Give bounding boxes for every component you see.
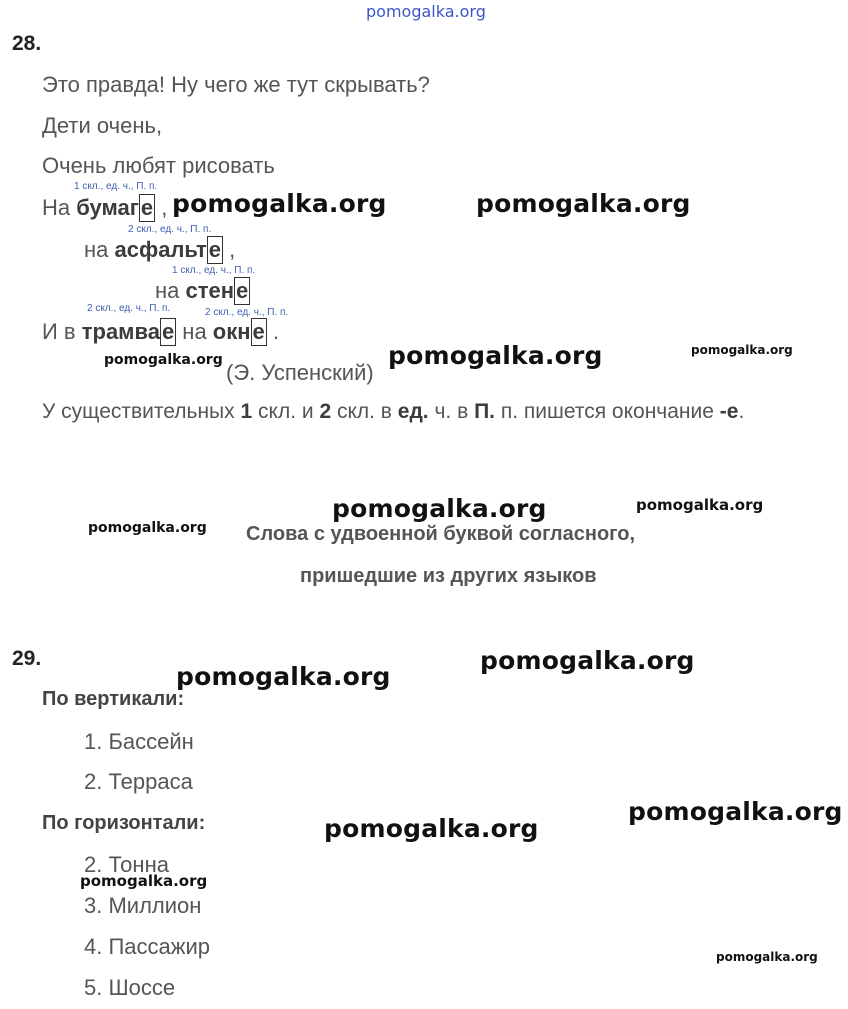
word-tramva: трамва	[81, 319, 160, 344]
rule-part-h: П.	[474, 400, 496, 423]
line7-suffix: .	[266, 319, 280, 344]
section-heading-line-2: пришедшие из других языков	[300, 565, 597, 587]
rule-part-d: 2	[319, 400, 332, 423]
poem-author: (Э. Успенский)	[226, 360, 374, 385]
word-asfalt: асфальт	[114, 237, 207, 262]
rule-part-b: 1	[240, 400, 253, 423]
ending-box-2: е	[208, 237, 222, 262]
watermark: pomogalka.org	[332, 494, 547, 523]
vertical-label: По вертикали:	[42, 688, 185, 710]
rule-part-j: -е	[719, 400, 739, 423]
poem-line-5	[84, 236, 235, 264]
watermark: pomogalka.org	[691, 343, 793, 357]
rule-part-i: п. пишется окончание	[495, 400, 720, 423]
watermark-top: pomogalka.org	[366, 2, 486, 21]
watermark: pomogalka.org	[628, 797, 843, 826]
watermark: pomogalka.org	[716, 950, 818, 964]
horizontal-item: 3. Миллион	[84, 893, 202, 918]
watermark: pomogalka.org	[172, 189, 387, 218]
poem-line-4	[42, 194, 167, 222]
poem-line-1: Это правда! Ну чего же тут скрывать?	[42, 72, 430, 97]
watermark: pomogalka.org	[636, 496, 764, 514]
exercise-29-number: 29.	[12, 647, 42, 670]
line5-suffix: ,	[223, 237, 236, 262]
ending-box-4: е	[161, 319, 175, 344]
line5-prefix: на	[84, 237, 115, 262]
line4-suffix: ,	[155, 195, 168, 220]
poem-line-7	[42, 318, 279, 346]
horizontal-label: По горизонтали:	[42, 812, 206, 834]
line7-middle: на	[176, 319, 213, 344]
rule-part-g: ч. в	[428, 400, 475, 423]
watermark: pomogalka.org	[80, 872, 208, 890]
ending-box-5: е	[252, 319, 265, 344]
word-bumag: бумаг	[76, 195, 139, 220]
watermark: pomogalka.org	[388, 341, 603, 370]
grammar-note-2: 2 скл., ед. ч., П. п.	[128, 224, 212, 235]
grammar-note-5: 2 скл., ед. ч., П. п.	[205, 307, 289, 318]
horizontal-item: 5. Шоссе	[84, 975, 176, 1000]
grammar-note-1: 1 скл., ед. ч., П. п.	[74, 181, 158, 192]
poem-line-3: Очень любят рисовать	[42, 153, 275, 178]
watermark: pomogalka.org	[476, 189, 691, 218]
rule-part-k: .	[738, 400, 745, 423]
rule-sentence	[42, 400, 744, 424]
watermark: pomogalka.org	[480, 646, 695, 675]
exercise-28-number: 28.	[12, 32, 42, 55]
line7-prefix: И в	[42, 319, 82, 344]
horizontal-item: 2. Тонна	[84, 852, 169, 877]
line4-prefix: На	[42, 195, 77, 220]
line6-prefix: на	[155, 278, 186, 303]
watermark: pomogalka.org	[104, 352, 223, 368]
watermark: pomogalka.org	[88, 520, 207, 536]
word-sten: стен	[185, 278, 235, 303]
grammar-note-4: 2 скл., ед. ч., П. п.	[87, 303, 171, 314]
word-okn: окн	[212, 319, 251, 344]
watermark: pomogalka.org	[324, 814, 539, 843]
section-heading-line-1: Слова с удвоенной буквой согласного,	[246, 523, 635, 545]
horizontal-item: 4. Пассажир	[84, 934, 210, 959]
ending-box-1: е	[140, 195, 154, 220]
rule-part-e: скл. в	[331, 400, 398, 423]
rule-part-a: У существительных	[42, 400, 241, 423]
vertical-item: 1. Бассейн	[84, 729, 194, 754]
poem-line-2: Дети очень,	[42, 113, 163, 138]
rule-part-c: скл. и	[252, 400, 320, 423]
rule-part-f: ед.	[397, 400, 429, 423]
grammar-note-3: 1 скл., ед. ч., П. п.	[172, 265, 256, 276]
ending-box-3: е	[236, 278, 249, 303]
watermark: pomogalka.org	[176, 662, 391, 691]
vertical-item: 2. Терраса	[84, 769, 193, 794]
poem-line-6	[155, 277, 250, 305]
